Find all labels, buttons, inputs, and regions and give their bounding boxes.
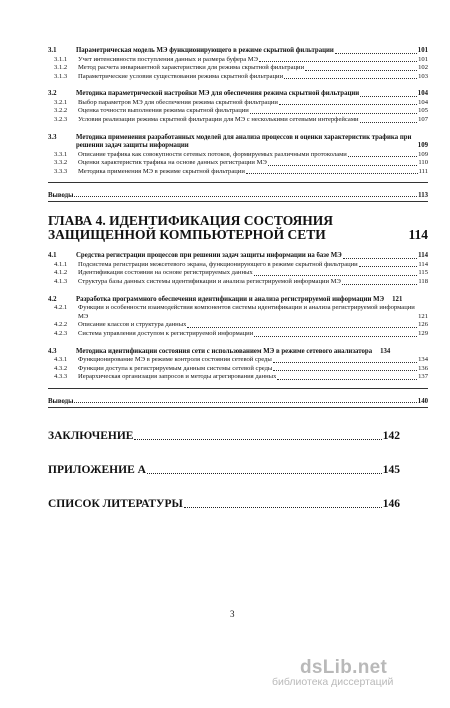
section-title: ПРИЛОЖЕНИЕ А: [48, 463, 146, 476]
toc-entry-3-3[interactable]: [48, 134, 428, 151]
section-number: 4.1.1: [54, 260, 68, 268]
section-number: 3.2: [48, 90, 57, 98]
toc-entry-conclusion[interactable]: [48, 430, 428, 442]
page-ref: 129: [418, 329, 428, 337]
leader-dots: [74, 402, 416, 403]
leader-dots: [184, 507, 382, 508]
page-ref: 115: [418, 269, 428, 277]
leader-dots: [254, 275, 418, 276]
toc-entry-3-3-1[interactable]: [48, 151, 428, 160]
toc-entry-4-2-3[interactable]: [48, 330, 428, 339]
divider: [48, 388, 428, 389]
page-ref: 126: [418, 321, 428, 329]
section-title: Описание трафика как совокупности сетевых потоков, формируемых различными протоколами: [78, 150, 347, 158]
toc-entry-4-2[interactable]: [48, 296, 428, 305]
section-title: Система управления доступом к регистрируемой информации: [78, 329, 254, 337]
page-ref: 114: [418, 260, 428, 268]
section-number: 3.3.1: [54, 150, 68, 158]
page-ref: 105: [418, 107, 428, 115]
leader-dots: [254, 336, 417, 337]
page-ref: 114: [418, 252, 428, 260]
leader-dots: [348, 156, 417, 157]
leader-dots: [284, 78, 417, 79]
page-ref: 104: [418, 98, 428, 106]
page-ref: 140: [417, 397, 428, 405]
section-number: 4.3.3: [54, 373, 68, 381]
section-title: Разработка программного обеспечения идентификации и анализа регистрируемой информации МЭ: [76, 295, 385, 303]
toc-entry-4-1-3[interactable]: [48, 278, 428, 287]
section-number: 4.1.2: [54, 269, 68, 277]
section-title: Условия реализации режима скрытной фильтрации для МЭ с несколькими сетевыми интерфейсами: [78, 115, 359, 123]
section-number: 4.1.3: [54, 278, 68, 286]
section-title: Идентификация состояния на основе регистрируемых данных: [78, 269, 253, 277]
section-number: 4.3: [48, 347, 57, 355]
toc-entry-4-2-2[interactable]: [48, 321, 428, 330]
page-ref: 103: [418, 72, 428, 80]
page-ref: 102: [418, 64, 428, 72]
leader-dots: [279, 104, 417, 105]
page-ref: 101: [418, 55, 428, 63]
leader-dots: [259, 61, 417, 62]
section-number: 3.3.2: [54, 159, 68, 167]
section-number: 4.2: [48, 295, 57, 303]
page-ref: 110: [418, 159, 428, 167]
page-ref: 109: [418, 150, 428, 158]
section-number: 3.1.2: [54, 64, 68, 72]
leader-dots: [134, 439, 381, 440]
page-ref: 107: [418, 115, 428, 123]
leader-dots: [246, 173, 418, 174]
section-number: 4.1: [48, 252, 57, 260]
toc-entry-4-3-1[interactable]: [48, 356, 428, 365]
section-number: 3.2.1: [54, 98, 68, 106]
page-ref: 109: [417, 142, 428, 150]
leader-dots: [305, 70, 417, 71]
section-number: 3.3: [48, 133, 57, 141]
toc-entry-3-2-3[interactable]: [48, 116, 428, 125]
section-number: 4.2.3: [54, 329, 68, 337]
page-ref: 121: [392, 295, 403, 303]
section-title: ЗАКЛЮЧЕНИЕ: [48, 429, 134, 442]
section-title: Методика идентификации состояния сети с использованием МЭ в режиме сетевого анализатора: [76, 347, 373, 355]
section-number: 4.3.1: [54, 356, 68, 363]
toc-entry-references[interactable]: [48, 498, 428, 510]
section-title: Учет интенсивности поступления данных и размера буфера МЭ: [78, 55, 258, 63]
section-title: Функции доступа к регистрируемым данным системы сетевой среды: [78, 364, 273, 372]
page-ref: 134: [380, 347, 391, 355]
leader-dots: [250, 113, 417, 114]
page-ref: 134: [418, 356, 428, 363]
watermark-tagline: библиотека диссертаций: [272, 676, 394, 688]
chapter-title: ГЛАВА 4. ИДЕНТИФИКАЦИЯ СОСТОЯНИЯ ЗАЩИЩЕННОЙ КОМПЬЮТЕРНОЙ СЕТИ: [48, 213, 334, 243]
toc-entry-3-2-1[interactable]: [48, 99, 428, 108]
section-title: Иерархическая организация запросов и методы агрегирования данных: [78, 373, 277, 381]
section-number: 3.1.3: [54, 72, 68, 80]
section-title: Параметрическая модель МЭ функционирующего в режиме скрытной фильтрации: [76, 47, 334, 54]
section-title: Подсистема регистрации межсетевого экрана, функционирующего в режиме скрытной фильтрации: [78, 260, 358, 268]
toc-entry-4-1[interactable]: [48, 252, 428, 261]
leader-dots: [360, 122, 418, 123]
toc-entry-4-1-2[interactable]: [48, 269, 428, 278]
section-title: Параметрические условия существования режима скрытной фильтрации: [78, 72, 284, 80]
toc-entry-4-3-2[interactable]: [48, 365, 428, 374]
page-ref: 118: [418, 278, 428, 286]
section-title: Выводы: [48, 192, 74, 200]
section-number: 3.1: [48, 47, 57, 54]
page-ref: 111: [418, 167, 428, 175]
leader-dots: [342, 284, 417, 285]
watermark-brand: dsLib.net: [300, 657, 388, 678]
section-title: Описание классов и структура данных: [78, 321, 187, 329]
table-of-contents: [48, 40, 428, 510]
page-number: 3: [230, 609, 235, 619]
toc-entry-4-2-1[interactable]: [48, 304, 428, 321]
section-title: Оценка точности выполнения режима скрытной фильтрации: [78, 107, 249, 115]
divider: [48, 407, 428, 408]
leader-dots: [277, 379, 417, 380]
section-number: 4.3.2: [54, 364, 68, 372]
divider: [48, 182, 428, 183]
section-title: Выбор параметров МЭ для обеспечения режима скрытной фильтрации: [78, 98, 278, 106]
page-ref: 136: [418, 364, 428, 372]
divider: [48, 201, 428, 202]
leader-dots: [268, 165, 418, 166]
toc-entry-3-1[interactable]: [48, 47, 428, 56]
watermark: [272, 657, 394, 688]
toc-entry-chapter-4[interactable]: [48, 214, 428, 242]
section-title: Средства регистрации процессов при решении задач защиты информации на базе МЭ: [76, 252, 342, 260]
section-number: 4.2.2: [54, 321, 68, 329]
section-title: СПИСОК ЛИТЕРАТУРЫ: [48, 497, 183, 510]
page-ref: 114: [408, 227, 428, 243]
page-ref: 101: [417, 47, 428, 54]
page-ref: 121: [418, 312, 428, 320]
toc-entry-4-1-1[interactable]: [48, 261, 428, 270]
section-title: Методика применения разработанных моделей для анализа процессов и оценки характеристик трафика при решении задач защиты информации: [76, 133, 412, 150]
toc-entry-4-3[interactable]: [48, 348, 428, 357]
section-title: Метод расчета инвариантной характеристики для режима скрытной фильтрации: [78, 64, 305, 72]
section-title: Структура базы данных системы идентификации и анализа регистрируемой информации МЭ: [78, 278, 341, 286]
toc-entry-3-1-3[interactable]: [48, 73, 428, 82]
leader-dots: [343, 258, 417, 259]
leader-dots: [187, 327, 417, 328]
leader-dots: [273, 362, 417, 363]
page-ref: 145: [382, 463, 400, 476]
page-ref: 104: [417, 90, 428, 98]
section-title: Методика применения МЭ в режиме скрытной фильтрации: [78, 167, 245, 175]
leader-dots: [273, 370, 417, 371]
toc-entry-3-1-1[interactable]: [48, 56, 428, 65]
page-ref: 113: [418, 192, 428, 200]
section-number: 4.2.1: [54, 304, 68, 312]
section-title: Функции и особенности взаимодействия компонентов системы идентификации и анализа регистрируемой информации МЭ: [78, 304, 415, 320]
toc-entry-3-1-2[interactable]: [48, 64, 428, 73]
toc-entry-appendix-a[interactable]: [48, 464, 428, 476]
page-ref: 146: [382, 497, 400, 510]
section-number: 3.3.3: [54, 167, 68, 175]
section-number: 3.2.3: [54, 115, 68, 123]
section-title: Оценки характеристик трафика на основе данных регистрации МЭ: [78, 159, 267, 167]
section-number: 3.2.2: [54, 107, 68, 115]
toc-entry-3-2[interactable]: [48, 90, 428, 99]
leader-dots: [74, 196, 417, 197]
toc-entry-4-3-3[interactable]: [48, 373, 428, 382]
leader-dots: [359, 266, 418, 267]
page-ref: 142: [382, 429, 400, 442]
leader-dots: [335, 53, 417, 54]
page-ref: 137: [418, 373, 428, 381]
toc-entry-3-3-3[interactable]: [48, 168, 428, 177]
leader-dots: [360, 96, 417, 97]
toc-entry-3-3-2[interactable]: [48, 159, 428, 168]
toc-entry-conclusions-ch4[interactable]: [48, 398, 428, 405]
toc-entry-3-2-2[interactable]: [48, 107, 428, 116]
leader-dots: [147, 473, 382, 474]
section-title: Выводы: [48, 397, 74, 405]
section-title: Методика параметрической настройки МЭ для обеспечения режима скрытной фильтрации: [76, 90, 360, 98]
toc-entry-conclusions-ch3[interactable]: [48, 192, 428, 199]
section-number: 3.1.1: [54, 55, 68, 63]
section-title: Функционирование МЭ в режиме контроля состояния сетевой среды: [78, 356, 272, 363]
